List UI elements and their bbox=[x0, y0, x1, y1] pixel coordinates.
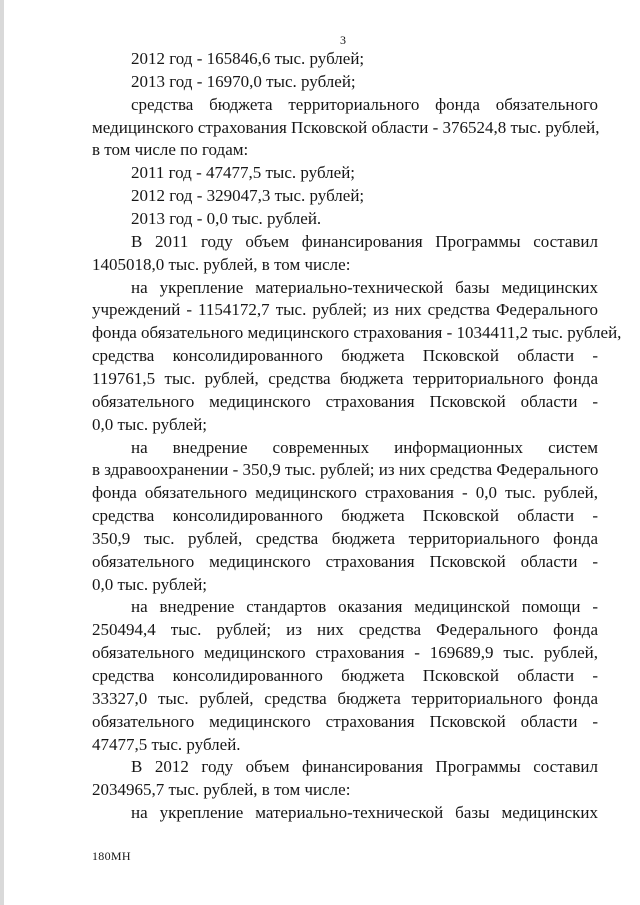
text-line: учреждений - 1154172,7 тыс. рублей; из них средства Федерального bbox=[92, 300, 598, 320]
text-line: фонда обязательного медицинского страхования - 1034411,2 тыс. рублей, bbox=[92, 323, 622, 343]
text-line: средства консолидированного бюджета Псковской области - bbox=[92, 346, 598, 366]
page-number: 3 bbox=[340, 33, 346, 47]
text-line: в здравоохранении - 350,9 тыс. рублей; из них средства Федерального bbox=[92, 460, 599, 480]
text-line: 2012 год - 329047,3 тыс. рублей; bbox=[131, 186, 365, 206]
text-line: 2011 год - 47477,5 тыс. рублей; bbox=[131, 163, 356, 183]
text-line: на внедрение современных информационных систем bbox=[131, 437, 598, 457]
text-line: 2013 год - 16970,0 тыс. рублей; bbox=[131, 71, 356, 91]
text-line: в том числе по годам: bbox=[92, 140, 249, 160]
text-line: 2034965,7 тыс. рублей, в том числе: bbox=[92, 780, 351, 800]
text-line: средства бюджета территориального фонда обязательного bbox=[131, 94, 598, 114]
text-line: В 2012 году объем финансирования Программы составил bbox=[131, 757, 598, 777]
text-line: медицинского страхования Псковской области - 376524,8 тыс. рублей, bbox=[92, 117, 600, 137]
text-line: обязательного медицинского страхования Псковской области - bbox=[92, 711, 598, 731]
text-line: средства консолидированного бюджета Псковской области - bbox=[92, 666, 598, 685]
text-line: 250494,4 тыс. рублей; из них средства Федерального фонда bbox=[92, 620, 598, 640]
scan-edge bbox=[0, 0, 4, 905]
text-line: 0,0 тыс. рублей; bbox=[92, 414, 208, 434]
text-line: 350,9 тыс. рублей, средства бюджета территориального фонда bbox=[92, 528, 598, 548]
text-line: 119761,5 тыс. рублей, средства бюджета территориального фонда bbox=[92, 368, 598, 388]
text-line: на укрепление материально-технической базы медицинских bbox=[131, 803, 598, 823]
footer-code: 180МН bbox=[92, 849, 131, 863]
text-line: фонда обязательного медицинского страхования - 0,0 тыс. рублей, bbox=[92, 483, 598, 503]
text-line: 0,0 тыс. рублей; bbox=[92, 574, 208, 594]
text-line: обязательного медицинского страхования - 169689,9 тыс. рублей, bbox=[92, 643, 598, 663]
text-line: В 2011 году объем финансирования Программы составил bbox=[131, 231, 598, 251]
text-line: на внедрение стандартов оказания медицинской помощи - bbox=[131, 597, 598, 617]
text-line: обязательного медицинского страхования Псковской области - bbox=[92, 391, 598, 411]
text-line: средства консолидированного бюджета Псковской области - bbox=[92, 506, 598, 525]
text-line: 33327,0 тыс. рублей, средства бюджета территориального фонда bbox=[92, 688, 598, 708]
text-line: 2013 год - 0,0 тыс. рублей. bbox=[131, 209, 322, 228]
text-line: 2012 год - 165846,6 тыс. рублей; bbox=[131, 49, 365, 68]
text-line: на укрепление материально-технической базы медицинских bbox=[131, 277, 598, 297]
text-line: 1405018,0 тыс. рублей, в том числе: bbox=[92, 254, 351, 274]
text-line: 47477,5 тыс. рублей. bbox=[92, 734, 241, 754]
text-line: обязательного медицинского страхования Псковской области - bbox=[92, 551, 598, 571]
